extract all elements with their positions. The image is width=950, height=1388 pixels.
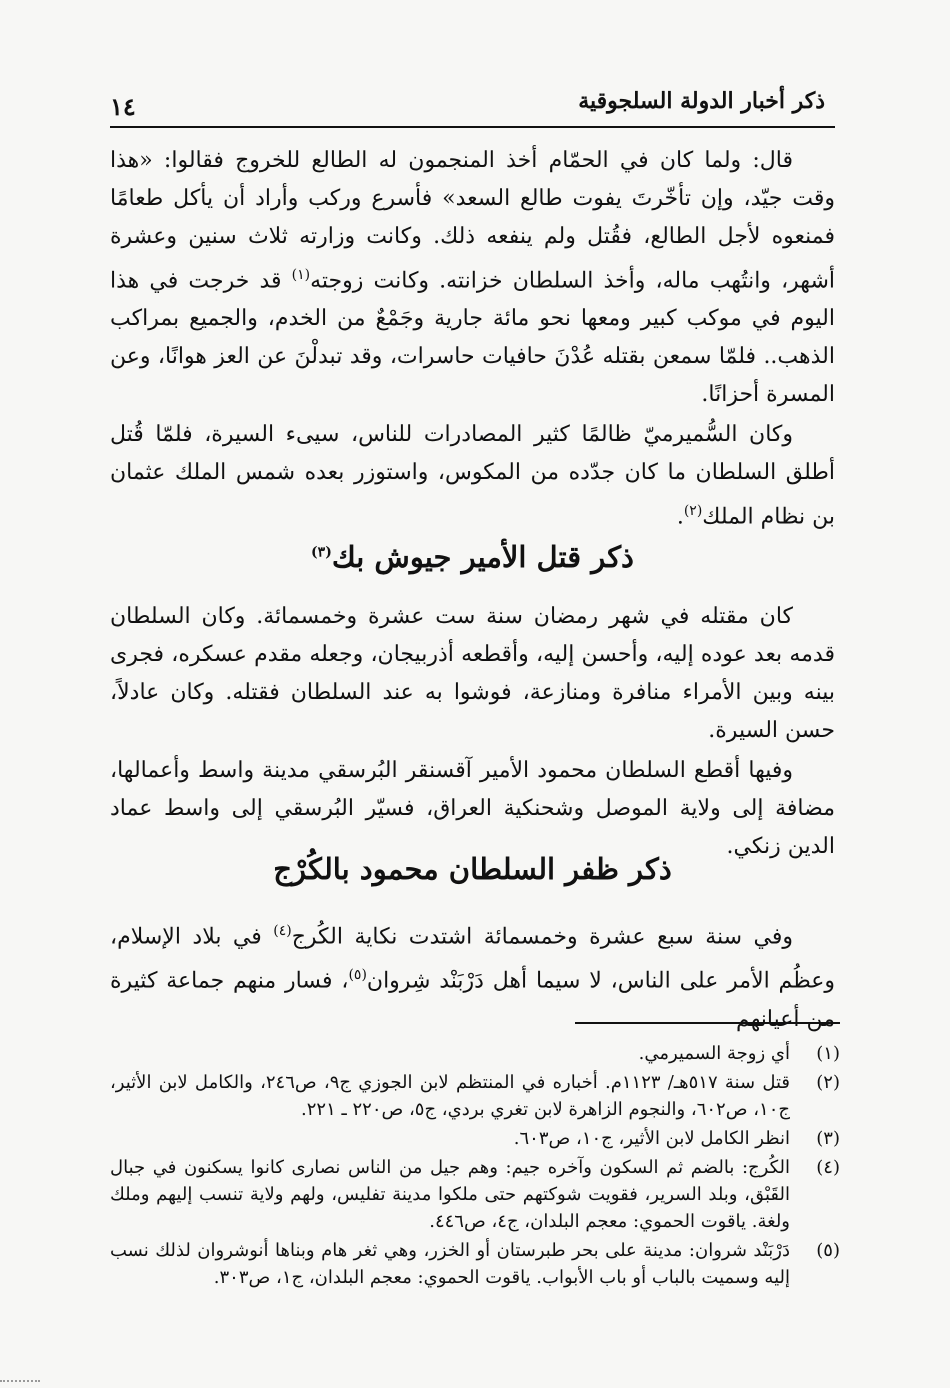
paragraph-text: ، فسار منهم جماعة كثيرة من أعيانهم [110, 968, 835, 1032]
paragraph-text: قال: ولما كان في الحمّام أخذ المنجمون له الطالع للخروج فقالوا: «هذا وقت جيّد، وإن تأخّرتَ يفوت طالع السعد» فأسرع وركب وأراد أن يأكل طعامًا فمنعوه لأجل الطالع، فقُتل ولم ينفعه ذلك. وكانت وزارته ثلاث سنين وعشرة أشهر، وانتُهب ماله، وأخذ السلطان خزانته. وكانت زوجته [110, 148, 835, 294]
footnote-ref: (٥) [348, 967, 367, 984]
section-2-text [110, 598, 835, 868]
paragraph: وفيها أقطع السلطان محمود الأمير آقسنقر البُرسقي مدينة واسط وأعمالها، مضافة إلى ولاية الموصل وشحنكية العراق، فسيّر البُرسقي إلى واسط عماد الدين زنكي. [110, 758, 835, 859]
footnote-ref: (٤) [273, 923, 292, 939]
section-1-text [110, 142, 835, 539]
footnotes [110, 1040, 840, 1293]
footnote-ref: (٢) [683, 503, 703, 520]
footnote-divider [575, 1022, 840, 1024]
footnote [110, 1125, 840, 1152]
footnote-text: انظر الكامل لابن الأثير، ج١٠، ص٦٠٣. [513, 1128, 790, 1149]
footnote [110, 1154, 840, 1235]
section-heading [110, 852, 835, 886]
footnote-text: قتل سنة ٥١٧هـ/ ١١٢٣م. أخباره في المنتظم لابن الجوزي ج٩، ص٢٤٦، والكامل لابن الأثير، ج١٠، ص٦٠٢، والنجوم الزاهرة لابن تغري بردي، ج٥، ص٢٢٠ ـ ٢٢١. [110, 1072, 790, 1120]
paragraph [110, 416, 835, 536]
paragraph-text: في بلاد الإسلام، وعظُم الأمر على الناس، لا سيما أهل دَرْبَنْد شِروان [110, 924, 835, 994]
footnote-text: دَرْبَنْد شروان: مدينة على بحر طبرستان أو الخزر، وهي ثغر هام وبناها أنوشروان لذلك نسب إليه وسميت بالباب أو باب الأبواب. ياقوت الحموي: معجم البلدان، ج١، ص٣٠٣. [110, 1240, 790, 1288]
paragraph: كان مقتله في شهر رمضان سنة ست عشرة وخمسمائة. وكان السلطان قدمه بعد عوده إليه، وأحسن إليه، وأقطعه أذربيجان، وجعله مقدم عسكره، فجرى بينه وبين الأمراء منافرة ومنازعة، فوشوا به عند السلطان فقتله. وكان عادلاً، حسن السيرة. [110, 604, 835, 743]
paragraph-text: وكان السُّميرميّ ظالمًا كثير المصادرات للناس، سيىء السيرة، فلمّا قُتل أطلق السلطان ما كان جدّده من المكوس، واستوزر بعده شمس الملك عثمان بن نظام الملك [110, 422, 835, 530]
footnote-number: (٢) [816, 1072, 840, 1093]
paragraph-text: وفي سنة سبع عشرة وخمسمائة اشتدت نكاية الكُرج [291, 924, 793, 950]
footnote-ref: (١) [291, 267, 311, 283]
footnote-text: الكُرج: بالضم ثم السكون وآخره جيم: وهم جيل من الناس نصارى كانوا يسكنون في جبال القَبْق، وبلد السرير، فقويت شوكتهم حتى ملكوا مدينة تفليس، ولهم ولاية تنسب إليهم وملك ولغة. ياقوت الحموي: معجم البلدان، ج٤، ص٤٤٦. [110, 1157, 790, 1232]
paragraph-text: قد خرجت في هذا اليوم في موكب كبير ومعها نحو مائة جارية وجَمْعٌ من الخدم، والجميع بمراكب الذهب.. فلمّا سمعن بقتله عُدْنَ حافيات حاسرات، وقد تبدلْنَ عن العز هوانًا، وعن المسرة أحزانًا. [110, 268, 835, 408]
footnote-ref: (٣) [311, 544, 332, 561]
footnote-text: أي زوجة السميرمي. [638, 1043, 790, 1064]
footnote [110, 1237, 840, 1291]
paragraph-text: . [676, 504, 684, 530]
heading-text: ذكر ظفر السلطان محمود بالكُرْج [273, 852, 672, 886]
heading-text: ذكر قتل الأمير جيوش بك [331, 540, 634, 574]
running-title: ذكر أخبار الدولة السلجوقية [578, 88, 825, 114]
footnote [110, 1069, 840, 1123]
section-heading [110, 540, 835, 574]
footnote-number: (٤) [816, 1157, 840, 1178]
footnote-number: (٣) [816, 1128, 840, 1149]
page-header [110, 86, 835, 128]
scan-edge-mark [0, 1380, 40, 1386]
footnote-number: (٥) [816, 1240, 840, 1261]
paragraph [110, 142, 835, 414]
footnote-number: (١) [816, 1043, 840, 1064]
paragraph [110, 912, 835, 1039]
page-number: ١٤ [110, 92, 136, 121]
footnote [110, 1040, 840, 1067]
